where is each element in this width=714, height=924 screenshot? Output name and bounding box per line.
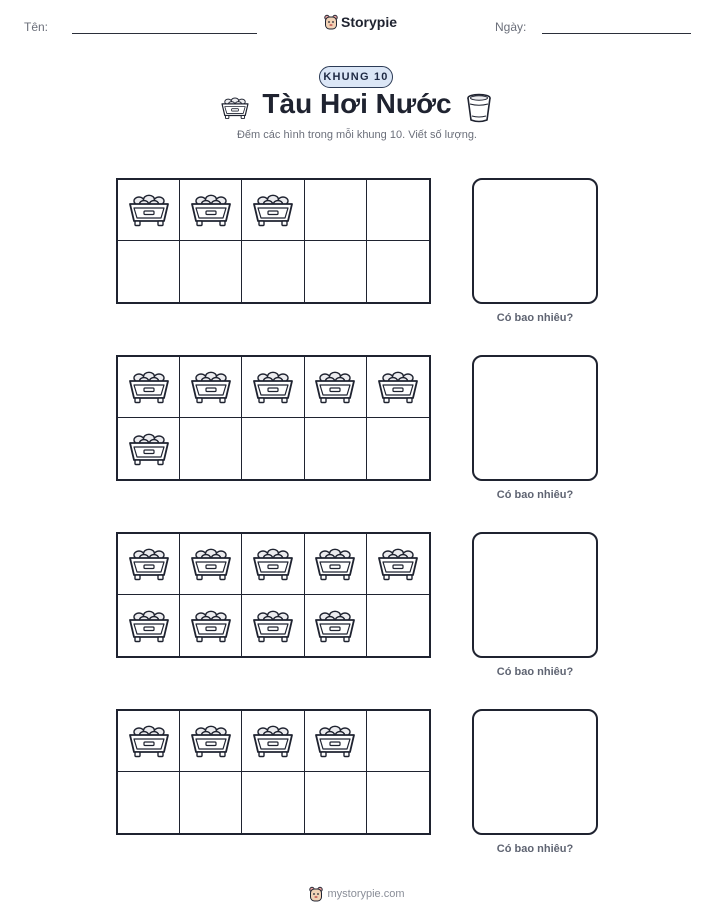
answer-box-2[interactable] (472, 355, 598, 481)
frame-cell (367, 180, 429, 241)
frame-cell (242, 534, 304, 595)
coal-bin-icon (127, 368, 171, 406)
question-4: Có bao nhiêu? (496, 843, 574, 855)
frame-cell (118, 357, 180, 418)
coal-bin-icon (189, 607, 233, 645)
frame-cell (180, 595, 242, 656)
mascot-icon (324, 14, 338, 30)
frame-cell (305, 711, 367, 772)
frame-cell (118, 534, 180, 595)
mascot-icon (309, 886, 323, 902)
date-line[interactable] (542, 33, 691, 34)
coal-bin-icon (313, 607, 357, 645)
question-1: Có bao nhiêu? (496, 312, 574, 324)
frame-cell (367, 418, 429, 479)
frame-cell (305, 357, 367, 418)
ten-frame-1 (116, 178, 431, 304)
frame-cell (118, 180, 180, 241)
coal-bin-icon (376, 368, 420, 406)
frame-cell (367, 772, 429, 833)
frame-cell (242, 180, 304, 241)
coal-bin-icon (313, 722, 357, 760)
frame-cell (242, 357, 304, 418)
frame-cell (367, 241, 429, 302)
answer-box-3[interactable] (472, 532, 598, 658)
frame-cell (367, 357, 429, 418)
coal-bin-icon (127, 191, 171, 229)
frame-cell (242, 711, 304, 772)
frame-cell (305, 241, 367, 302)
coal-bin-icon (251, 191, 295, 229)
brand-name: Storypie (341, 14, 398, 30)
frame-cell (180, 357, 242, 418)
page-title: Tàu Hơi Nước (262, 88, 452, 119)
coal-bin-icon (189, 722, 233, 760)
coal-bin-icon (251, 722, 295, 760)
coal-bin-icon (313, 545, 357, 583)
frame-cell (180, 711, 242, 772)
frame-cell (305, 534, 367, 595)
frame-cell (118, 772, 180, 833)
coal-bin-icon (127, 430, 171, 468)
question-2: Có bao nhiêu? (496, 489, 574, 501)
frame-cell (242, 772, 304, 833)
frame-cell (118, 711, 180, 772)
ten-frame-3 (116, 532, 431, 658)
frame-cell (305, 595, 367, 656)
footer (0, 886, 714, 902)
coal-bin-icon (251, 607, 295, 645)
frame-cell (305, 180, 367, 241)
coal-bin-icon (313, 368, 357, 406)
frame-cell (180, 418, 242, 479)
frame-cell (242, 241, 304, 302)
frame-cell (180, 772, 242, 833)
frame-cell (180, 241, 242, 302)
answer-box-1[interactable] (472, 178, 598, 304)
worksheet-type-badge: KHUNG 10 (319, 66, 393, 88)
frame-cell (367, 534, 429, 595)
date-label: Ngày: (495, 20, 527, 34)
frame-cell (305, 772, 367, 833)
frame-cell (118, 418, 180, 479)
coal-bin-icon (376, 545, 420, 583)
coal-bin-icon (251, 368, 295, 406)
ten-frame-4 (116, 709, 431, 835)
frame-cell (118, 241, 180, 302)
brand-logo (324, 14, 397, 30)
frame-cell (242, 595, 304, 656)
coal-bin-icon (189, 368, 233, 406)
frame-cell (118, 595, 180, 656)
frame-cell (180, 180, 242, 241)
frame-cell (180, 534, 242, 595)
instructions: Đếm các hình trong mỗi khung 10. Viết số lượng. (236, 129, 477, 141)
frame-cell (305, 418, 367, 479)
ten-frame-2 (116, 355, 431, 481)
coal-bin-icon (189, 191, 233, 229)
frame-cell (242, 418, 304, 479)
name-label: Tên: (24, 20, 49, 34)
footer-site: mystorypie.com (327, 888, 405, 900)
coal-bin-icon (251, 545, 295, 583)
answer-box-4[interactable] (472, 709, 598, 835)
frame-cell (367, 595, 429, 656)
coal-bin-icon (127, 722, 171, 760)
name-line[interactable] (72, 33, 257, 34)
bucket-icon (464, 92, 494, 124)
coal-bin-icon (189, 545, 233, 583)
question-3: Có bao nhiêu? (496, 666, 574, 678)
coal-bin-icon (127, 545, 171, 583)
frame-cell (367, 711, 429, 772)
coal-bin-icon (127, 607, 171, 645)
